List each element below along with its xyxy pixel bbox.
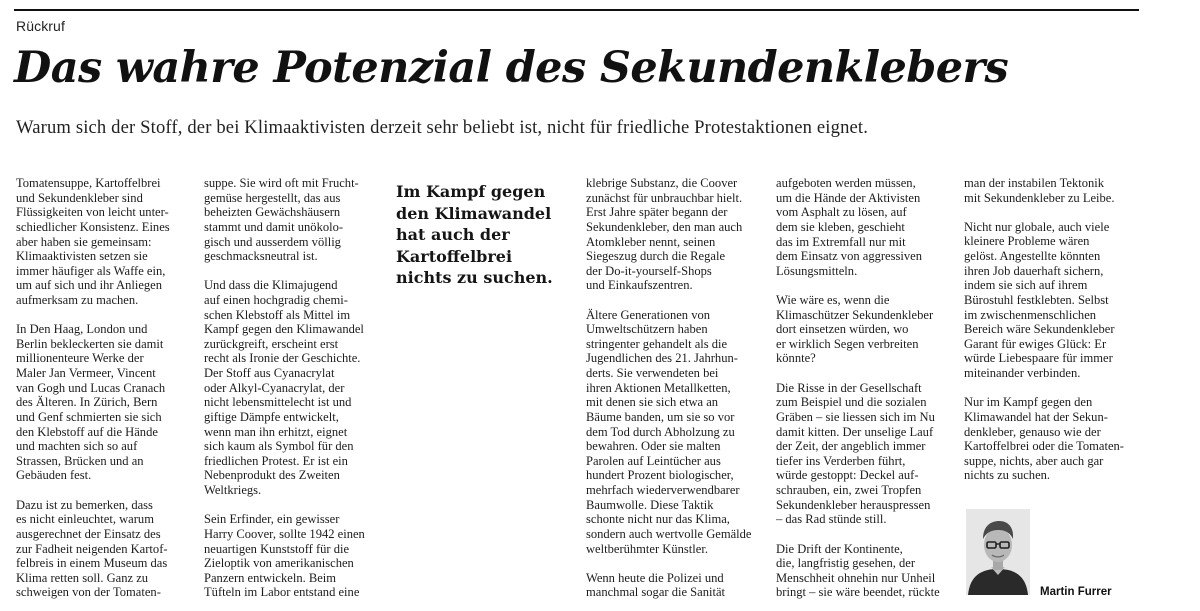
author-portrait-icon bbox=[966, 509, 1030, 595]
author-name: Martin Furrer bbox=[1040, 586, 1112, 598]
paragraph: Wie wäre es, wenn die Klimaschützer Sekundenkleber dort einsetzen würden, wo er wirklich Segen verbreiten könnte? bbox=[776, 292, 934, 366]
section-kicker: Rückruf bbox=[16, 18, 65, 34]
paragraph: klebrige Substanz, die Coover zunächst für unbrauchbar hielt. Erst Jahre später begann der Sekundenkleber, den man auch Atomkleber nennt, seinen Siegeszug durch die Regale der Do-it-yourself-Shops und Einkaufszentren. bbox=[586, 176, 743, 293]
text-column-4 bbox=[776, 176, 968, 606]
paragraph: aufgeboten werden müssen, um die Hände der Aktivisten vom Asphalt zu lösen, auf dem sie kleben, geschieht das im Extremfall nur mit dem Einsatz von aggressiven Lösungsmitteln. bbox=[776, 176, 922, 278]
pull-quote: Im Kampf gegen den Klimawandel hat auch der Kartoffelbrei nichts zu suchen. bbox=[396, 182, 553, 288]
paragraph: Ältere Generationen von Umweltschützern haben stringenter gehandelt als die Jugendlichen des 21. Jahrhun- derts. Sie verwendeten bei ihren Aktionen Metallketten, mit denen sie sich etwa an Bäume banden, um sie so vor dem Tod durch Abholzung zu bewahren. Oder sie malten Parolen auf Leintücher aus hundert Prozent biologischer, mehrfach wiederverwendbarer Baumwolle. Diese Taktik schonte nicht nur das Klima, sondern auch wertvolle Gemälde weltberühmter Künstler. bbox=[586, 307, 752, 556]
top-rule bbox=[14, 9, 1139, 11]
paragraph: Wenn heute die Polizei und manchmal sogar die Sanität bbox=[586, 570, 726, 600]
paragraph: Dazu ist zu bemerken, dass es nicht einleuchtet, warum ausgerechnet der Einsatz des zur Fadheit neigenden Kartof- felbreis in einem Museum das Klima retten soll. Ganz zu schweigen von der Tomaten- bbox=[16, 497, 168, 600]
paragraph: Die Drift der Kontinente, die, langfristig gesehen, der Menschheit ohnehin nur Unheil bringt – sie wäre beendet, rückte bbox=[776, 541, 940, 600]
paragraph: suppe. Sie wird oft mit Frucht- gemüse hergestellt, das aus beheizten Gewächshäusern stammt und damit unökolo- gisch und ausserdem völlig geschmacksneutral ist. bbox=[204, 176, 359, 264]
paragraph: Die Risse in der Gesellschaft zum Beispiel und die sozialen Gräben – sie liessen sich im Nu damit kitten. Der unselige Lauf der Zeit, der angeblich immer tiefer ins Verderben führt, würde gestoppt: Deckel auf- schrauben, ein, zwei Tropfen Sekundenkleber herauspressen – das Rad stünde still. bbox=[776, 380, 935, 527]
paragraph: Nur im Kampf gegen den Klimawandel hat der Sekun- denkleber, genauso wie der Kartoffelbrei oder die Tomaten- suppe, nichts, aber auch gar nichts zu suchen. bbox=[964, 395, 1124, 483]
paragraph: Nicht nur globale, auch viele kleinere Probleme wären gelöst. Angestellte könnten ihren Job dauerhaft sichern, indem sie sich auf ihrem Bürostuhl festklebten. Selbst im zwischenmenschlichen Bereich wäre Sekundenkleber Garant für ewiges Glück: Er würde Liebespaare für immer miteinander verbinden. bbox=[964, 219, 1115, 381]
paragraph: Tomatensuppe, Kartoffelbrei und Sekundenkleber sind Flüssigkeiten von leicht unter- schiedlicher Konsistenz. Eines aber haben sie gemeinsam: Klimaaktivisten setzen sie immer häufiger als Waffe ein, um auf sich und ihr Anliegen aufmerksam zu machen. bbox=[16, 176, 170, 307]
article-lead: Warum sich der Stoff, der bei Klimaaktivisten derzeit sehr beliebt ist, nicht für friedliche Protestaktionen eignet. bbox=[16, 117, 869, 138]
text-column-5 bbox=[964, 176, 1169, 496]
paragraph: In Den Haag, London und Berlin bekleckerten sie damit millionenteure Werke der Maler Jan Vermeer, Vincent van Gogh und Lucas Cranach des Älteren. In Zürich, Bern und Genf schmierten sie sich den Klebstoff auf die Hände und machten sich so auf Strassen, Brücken und an Gebäuden fest. bbox=[16, 322, 166, 483]
text-column-1 bbox=[16, 176, 202, 606]
paragraph: Und dass die Klimajugend auf einen hochgradig chemi- schen Klebstoff als Mittel im Kampf gegen den Klimawandel zurückgreift, erscheint erst recht als Ironie der Geschichte. Der Stoff aus Cyanacrylat oder Alkyl-Cyanacrylat, der nicht lebensmittelecht ist und giftige Dämpfe entwickelt, wenn man ihn erhitzt, eignet sich kaum als Symbol für den friedlichen Protest. Er ist ein Nebenprodukt des Zweiten Weltkriegs. bbox=[204, 278, 364, 498]
text-column-2 bbox=[204, 176, 390, 606]
paragraph: man der instabilen Tektonik mit Sekundenkleber zu Leibe. bbox=[964, 176, 1115, 205]
author-photo bbox=[966, 509, 1030, 595]
paragraph: Sein Erfinder, ein gewisser Harry Coover, sollte 1942 einen neuartigen Kunststoff für die Zieloptik von amerikanischen Panzern entwickeln. Beim Tüfteln im Labor entstand eine bbox=[204, 512, 365, 600]
article-headline: Das wahre Potenzial des Sekundenklebers bbox=[14, 43, 1009, 93]
text-column-3 bbox=[586, 176, 776, 606]
